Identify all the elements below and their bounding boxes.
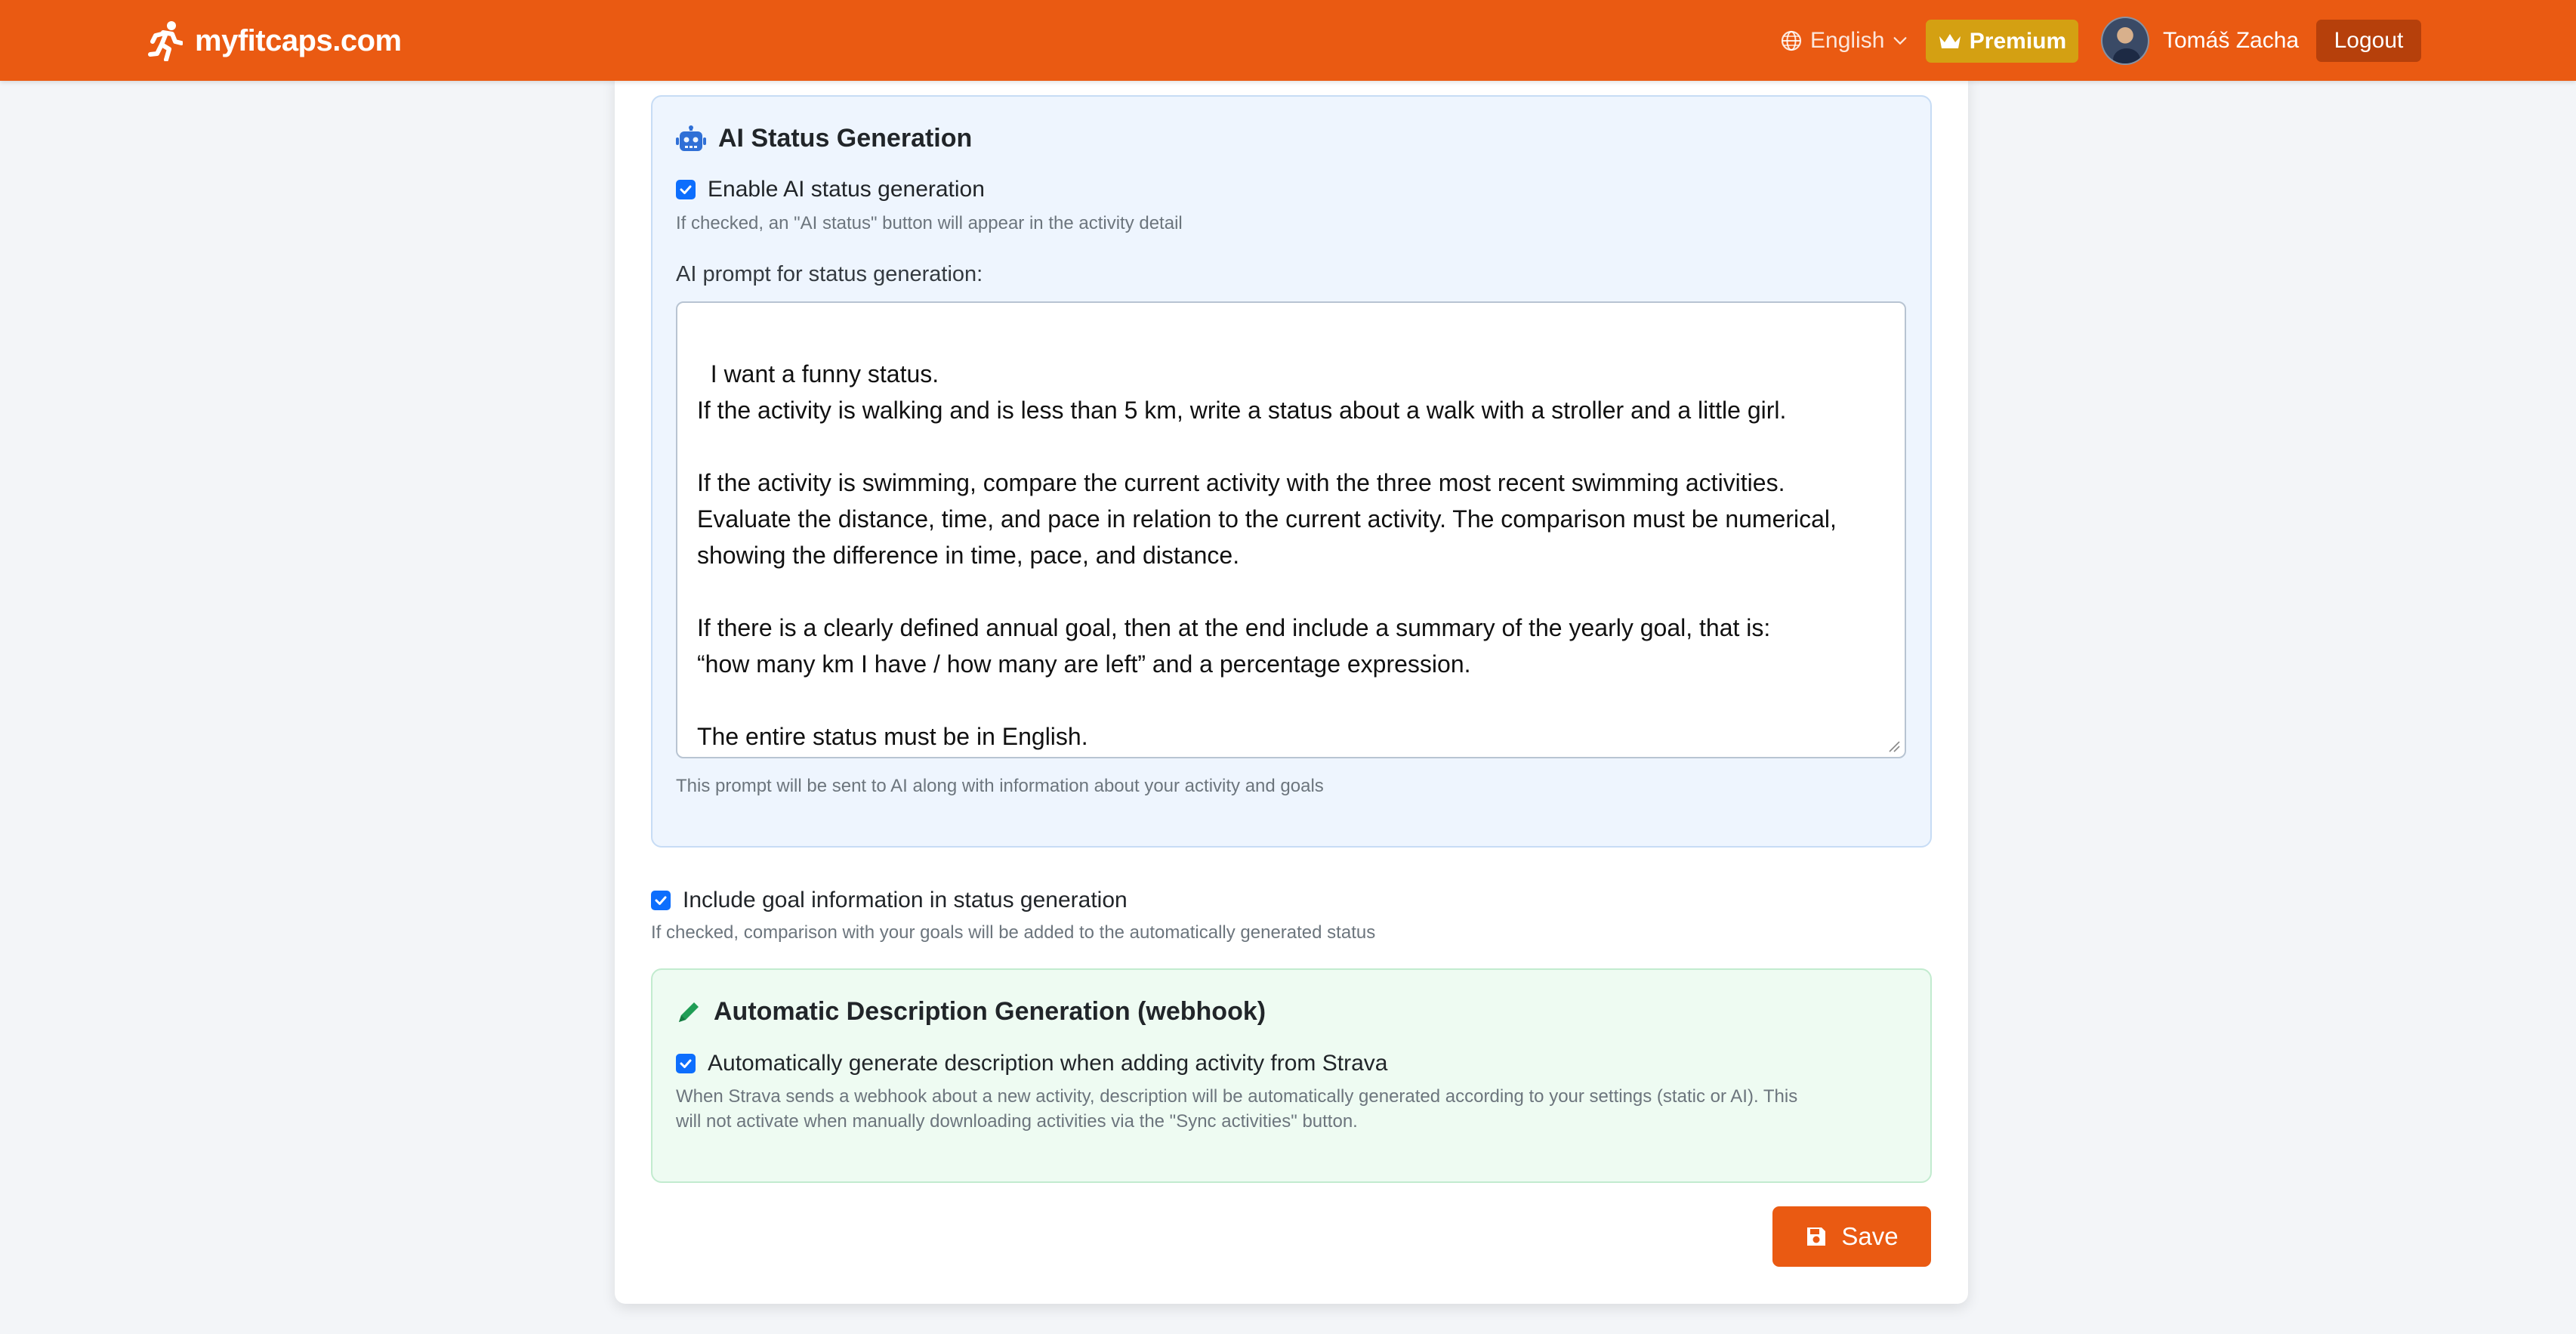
logout-label: Logout [2334, 28, 2404, 53]
goal-info-checkbox[interactable] [651, 891, 671, 910]
checkmark-icon [678, 1056, 693, 1071]
floppy-disk-icon [1805, 1225, 1828, 1248]
prompt-label: AI prompt for status generation: [676, 262, 983, 286]
auto-description-checkbox[interactable] [676, 1054, 696, 1073]
goal-info-row [651, 888, 1128, 913]
running-person-icon [148, 20, 183, 61]
brand-name: myfitcaps.com [195, 23, 402, 57]
resize-handle-icon[interactable] [1886, 739, 1900, 752]
webhook-help-line-1: When Strava sends a webhook about a new activity, description will be automatically generated according to your settings (static or AI). This [676, 1086, 1798, 1107]
enable-ai-help: If checked, an "AI status" button will appear in the activity detail [676, 213, 1183, 233]
premium-label: Premium [1969, 28, 2067, 54]
crown-icon [1938, 32, 1962, 51]
robot-icon [676, 125, 706, 153]
premium-button[interactable] [1926, 20, 2078, 63]
pencil-icon [676, 999, 702, 1025]
webhook-help-line-2: will not activate when manually downloading activities via the "Sync activities" button. [676, 1111, 1358, 1132]
checkmark-icon [653, 893, 668, 908]
enable-ai-checkbox[interactable] [676, 180, 696, 199]
enable-ai-row [676, 177, 985, 202]
goal-info-label[interactable]: Include goal information in status generation [683, 888, 1128, 912]
webhook-section-title-text: Automatic Description Generation (webhook) [714, 997, 1266, 1026]
top-navbar [0, 0, 2576, 81]
save-label: Save [1841, 1222, 1899, 1250]
save-button[interactable] [1772, 1206, 1931, 1267]
goal-info-help: If checked, comparison with your goals will be added to the automatically generated status [651, 922, 1376, 943]
ai-section-title [676, 124, 972, 153]
language-label: English [1810, 28, 1885, 53]
ai-prompt-textarea[interactable] [676, 301, 1906, 758]
enable-ai-label[interactable]: Enable AI status generation [708, 177, 985, 202]
user-name: Tomáš Zacha [2163, 28, 2300, 53]
checkmark-icon [678, 182, 693, 197]
prompt-help: This prompt will be sent to AI along with information about your activity and goals [676, 776, 1324, 796]
user-menu[interactable] [2101, 17, 2299, 65]
brand-link[interactable] [148, 18, 402, 63]
ai-section-title-text: AI Status Generation [718, 124, 973, 153]
ai-prompt-text: I want a funny status. If the activity is walking and is less than 5 km, write a status about a walk with a stroller and a little girl. If the activity is swimming, compare the current activity with the three most recent swimming activities. Evaluate the distance, time, and pace in relation to the current activity. The comparison must be numerical, showing the difference in time, pace, and distance. If there is a clearly defined annual goal, then at the end include a summary of the yearly goal, that is: “how many km I have / how many are left” and a percentage expression. The entire status must be in English. [697, 360, 1837, 750]
logout-button[interactable] [2316, 20, 2421, 62]
chevron-down-icon [1892, 32, 1908, 49]
auto-description-row [676, 1051, 1387, 1076]
language-dropdown[interactable] [1780, 23, 1908, 59]
auto-description-label[interactable]: Automatically generate description when adding activity from Strava [708, 1051, 1388, 1076]
globe-icon [1780, 29, 1803, 52]
webhook-section-title [676, 997, 1266, 1027]
avatar [2101, 17, 2149, 65]
